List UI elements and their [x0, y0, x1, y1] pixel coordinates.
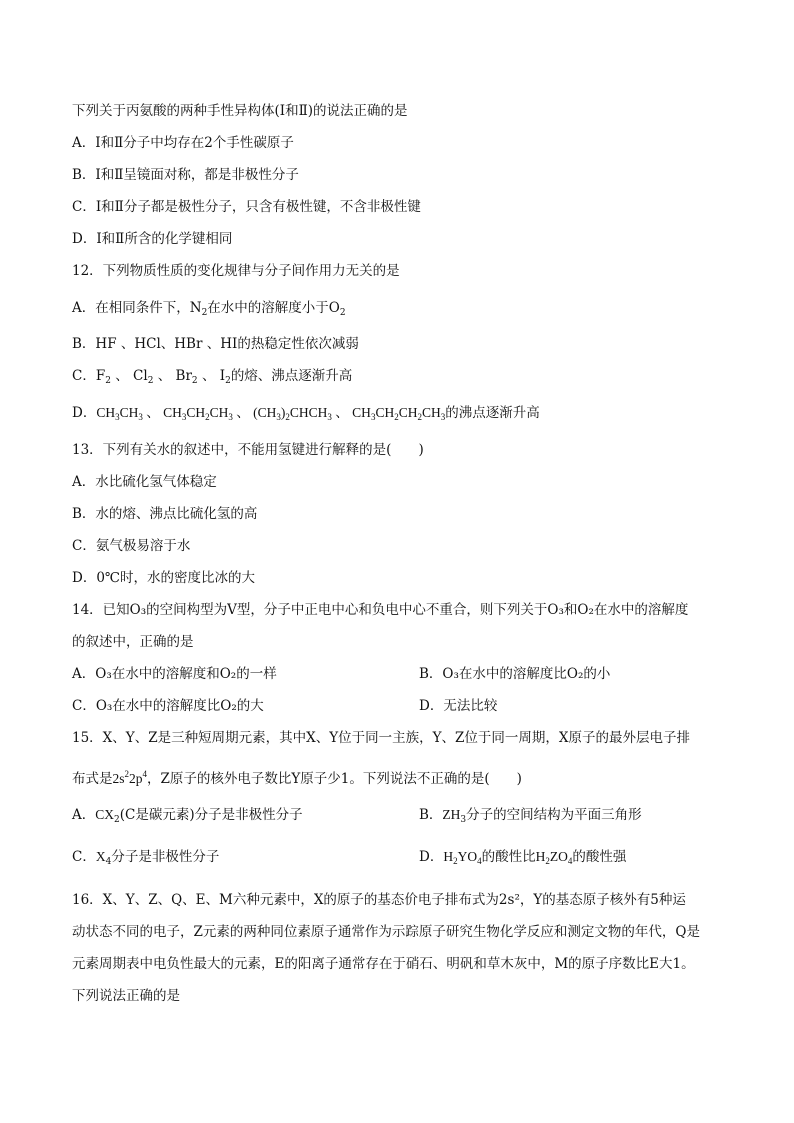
q13-option-b: B．水的熔、沸点比硫化氢的高 [72, 506, 258, 522]
q16-stem-line1: 16．X、Y、Z、Q、E、M六种元素中，X的原子的基态价电子排布式为2s²，Y的基态原子核外有5种运 [72, 892, 686, 908]
q11-option-c: C．Ⅰ和Ⅱ分子都是极性分子，只含有极性键，不含非极性键 [72, 199, 421, 215]
q11-option-a: A．Ⅰ和Ⅱ分子中均存在2个手性碳原子 [72, 135, 294, 151]
q15-option-b: B．$ZH_3$分子的空间结构为平面三角形 [419, 807, 642, 825]
q12-option-d: D．$CH_3CH_3$ 、 $CH_3CH_2CH_3$ 、 $(CH_3)_2CHCH_3$ 、 $CH_3CH_2CH_2CH_3$的沸点逐渐升高 [72, 405, 540, 422]
q16-stem-line4: 下列说法正确的是 [72, 988, 180, 1004]
q15-option-d: D．$H_2YO_4$的酸性比$H_2ZO_4$的酸性强 [419, 849, 627, 866]
q15-options-row1 [72, 805, 642, 830]
q14-option-a: A．O₃在水中的溶解度和O₂的一样 [72, 666, 277, 682]
q15-stem-line1: 15．X、Y、Z是三种短周期元素，其中X、Y位于同一主族，Y、Z位于同一周期，X原子的最外层电子排 [72, 730, 691, 746]
q15-option-a: A．$CX_2(C$是碳元素)分子是非极性分子 [72, 807, 303, 825]
q16-stem-line2: 动状态不同的电子，Z元素的两种同位素原子通常作为示踪原子研究生物化学反应和测定文物的年代，Q是 [72, 924, 700, 940]
q14-option-d: D．无法比较 [419, 698, 498, 714]
q15-stem-line2: 布式是$2s^22p^4$，Z原子的核外电子数比Y原子少1。下列说法不正确的是( ) [72, 769, 522, 787]
q14-options-row1 [72, 664, 611, 684]
q15-option-c: C．$X_4$分子是非极性分子 [72, 849, 220, 867]
q13-option-c: C．氨气极易溶于水 [72, 538, 191, 554]
q12-stem: 12．下列物质性质的变化规律与分子间作用力无关的是 [72, 263, 400, 279]
q11-stem: 下列关于丙氨酸的两种手性异构体(Ⅰ和Ⅱ)的说法正确的是 [72, 103, 408, 119]
q13-option-d: D．0℃时，水的密度比冰的大 [72, 570, 256, 586]
q14-stem-line1: 14．已知O₃的空间构型为V型，分子中正电中心和负电中心不重合，则下列关于O₃和O₂在水中的溶解度 [72, 602, 689, 618]
q12-option-b: B．HF 、HCl、HBr 、HI的热稳定性依次减弱 [72, 336, 359, 352]
q14-option-c: C．O₃在水中的溶解度比O₂的大 [72, 698, 264, 714]
q11-option-d: D．Ⅰ和Ⅱ所含的化学键相同 [72, 231, 233, 247]
q12-option-c: C．$F_2$ 、 $Cl_2$ 、 $Br_2$ 、 $I_2$的熔、沸点逐渐升高 [72, 368, 353, 386]
q14-options-row2 [72, 696, 498, 716]
q11-option-b: B．Ⅰ和Ⅱ呈镜面对称，都是非极性分子 [72, 167, 299, 183]
q14-stem-line2: 的叙述中，正确的是 [72, 634, 194, 650]
q14-option-b: B．O₃在水中的溶解度比O₂的小 [419, 666, 611, 682]
q13-stem: 13．下列有关水的叙述中，不能用氢键进行解释的是( ) [72, 442, 424, 458]
q12-option-a: A．在相同条件下，$N_2$在水中的溶解度小于$O_2$ [72, 300, 346, 318]
q13-option-a: A．水比硫化氢气体稳定 [72, 474, 217, 490]
q16-stem-line3: 元素周期表中电负性最大的元素，E的阳离子通常存在于硝石、明矾和草木灰中，M的原子序数比E大1。 [72, 956, 695, 972]
q15-options-row2 [72, 847, 627, 872]
